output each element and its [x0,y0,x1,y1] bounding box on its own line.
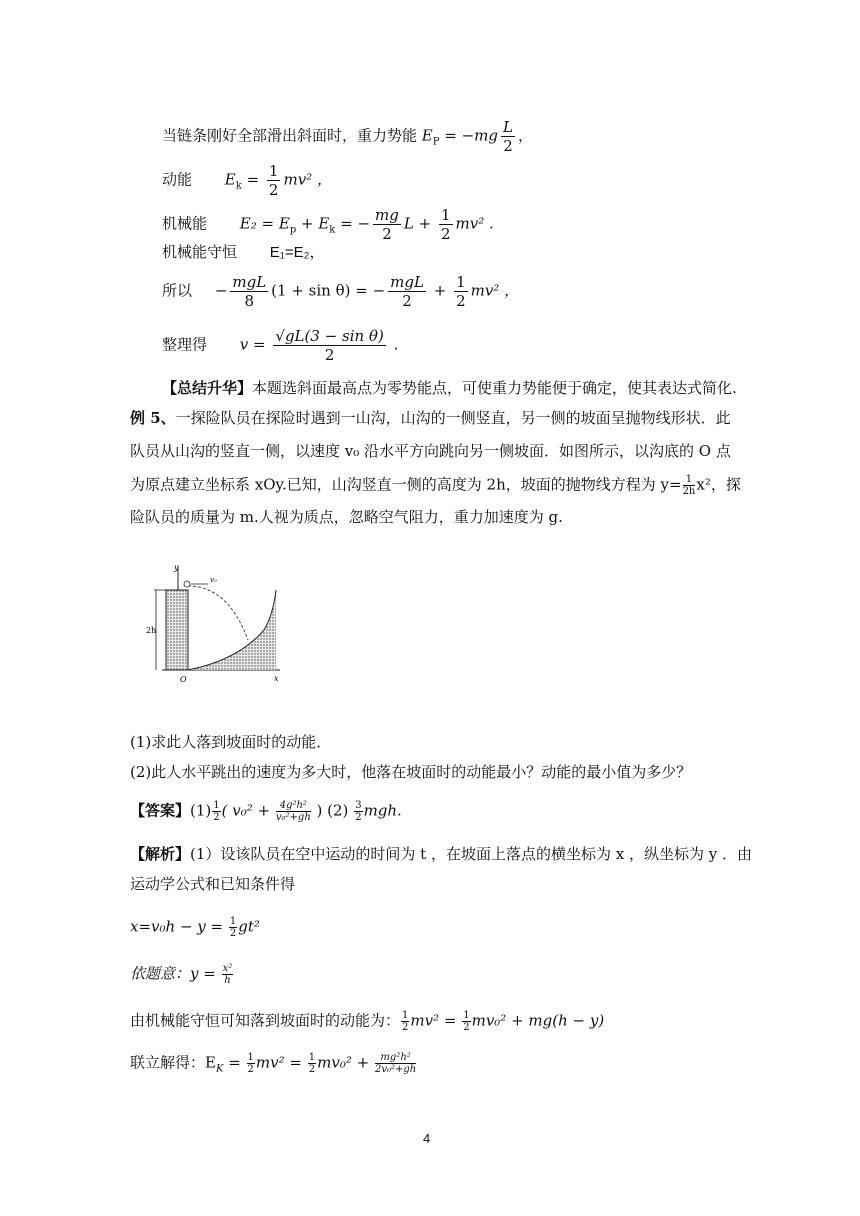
frac-num: 1 [308,1052,316,1063]
fraction [401,1010,409,1033]
text: (1）设该队员在空中运动的时间为 t ，在坡面上落点的横坐标为 x ，纵坐标为 y ．由 [190,845,752,863]
equation: E₁=E₂， [269,244,325,261]
fraction [222,963,234,986]
frac-num: 1 [247,1052,254,1063]
page-number: 4 [423,1131,431,1146]
equation-2 [130,963,234,986]
math: x=v₀h − y = [130,917,228,936]
math: mgh. [363,801,402,820]
example-5-line-1 [130,408,731,428]
frac-num: 1 [268,162,279,180]
frac-num: mg [375,206,399,224]
frac-den: 2 [503,137,513,155]
fraction [230,273,268,310]
frac-den: 2v₀²+gh [374,1064,417,1075]
text: (2) [322,801,354,820]
math: v = [239,335,271,354]
fraction [388,273,426,310]
frac-num: x² [222,963,233,974]
velocity-label: v₀ [210,576,217,584]
frac-num: 1 [683,474,696,486]
answer-tag: 【答案】 [130,801,191,820]
example-5-line-3 [130,474,741,497]
frac-den: 8 [244,292,255,310]
fraction [212,800,220,823]
text: 由机械能守恒可知落到坡面时的动能为： [130,1011,401,1030]
fraction [276,800,311,823]
frac-den: 2 [440,225,451,243]
text: 队员从山沟的竖直一侧，以速度 v₀ 沿水平方向跳向另一侧坡面．如图所示，以沟底的 O 点 [130,442,731,460]
tail: . [388,335,399,354]
equation-1 [130,916,260,939]
math: − [214,281,228,300]
line-mechanical-energy [162,206,494,243]
frac-num: mgL [232,273,267,291]
text: 当链条刚好全部滑出斜面时，重力势能 [162,126,418,145]
frac-num: 1 [463,1010,470,1021]
math-eq: = [241,170,264,189]
frac-num: 1 [213,800,220,811]
frac-den: 2 [382,225,392,243]
text: x²，探 [696,475,741,494]
fraction [267,162,281,199]
math: + [428,281,452,300]
math: mv² = [410,1011,462,1030]
frac-den: 2 [463,1022,470,1033]
label: 机械能守恒 [162,243,238,261]
fraction [375,1052,416,1075]
math: (1 + sin θ) = − [271,281,386,300]
fraction [308,1052,316,1075]
label: 机械能 [162,214,208,233]
line-conservation [162,242,324,263]
fraction [439,206,453,243]
math-eq: = −mg [439,126,498,145]
example-5-line-4 [130,507,563,527]
summary-tag: 【总结升华】 [162,379,253,397]
fraction [247,1052,255,1075]
frac-num: 3 [355,800,362,811]
text: 为原点建立坐标系 xOy.已知，山沟竖直一侧的高度为 2h，坡面的抛物线方程为 y= [130,475,682,494]
line-therefore [162,273,519,310]
fraction [373,206,401,243]
example-tag: 例 5、 [130,409,176,427]
sub: K [215,1063,224,1075]
math: + E [296,214,330,233]
line-kinetic-energy [162,162,332,199]
line-result [162,327,398,364]
frac-den: 2 [213,812,220,823]
math: mv₀² + [317,1053,374,1072]
frac-den: 2h [682,486,696,497]
question-2 [130,762,691,782]
fraction [354,800,362,823]
math: ( v₀² + [221,801,275,820]
trajectory [188,586,248,640]
text: 一探险队员在探险时遇到一山沟，山沟的一侧竖直，另一侧的坡面呈抛物线形状．此 [175,409,731,427]
ravine-figure [146,560,298,690]
frac-num: 1 [456,273,466,291]
frac-den: 2 [247,1064,254,1075]
frac-den: 2 [324,346,335,364]
frac-den: 2 [229,928,237,939]
math: ) [311,801,323,820]
origin-label: O [180,675,187,684]
height-label: 2h [146,626,157,635]
text: 险队员的质量为 m.人视为质点，忽略空气阻力，重力加速度为 g. [130,508,563,526]
math: gt² [238,917,260,936]
math: mv² = [255,1053,307,1072]
fraction [462,1010,470,1033]
tail: mv² . [455,214,494,233]
example-5-line-2 [130,441,731,461]
fraction [273,327,385,364]
frac-den: 2 [268,181,279,199]
frac-num: 1 [440,206,451,224]
math: E₂ = E [239,214,290,233]
frac-num: mg²h² [375,1052,416,1064]
label: 动能 [162,170,193,189]
vertical-wall [166,590,188,670]
frac-num: 1 [402,1010,409,1021]
summary-text: 本题选斜面最高点为零势能点，可使重力势能便于确定，使其表达式简化. [252,379,737,397]
text: 运动学公式和已知条件得 [130,875,296,893]
label: 所以 [162,281,193,300]
tail: ， [517,126,533,145]
x-axis-label: x [274,674,279,683]
frac-num: L [502,118,513,136]
slope-fill [188,590,276,670]
text: (2)此人水平跳出的速度为多大时，他落在坡面时的动能最小？动能的最小值为多少？ [130,763,692,781]
label: 整理得 [162,335,208,354]
sub: P [432,136,440,148]
fraction [501,118,515,155]
frac-num: 4g²h² [276,800,311,812]
frac-den: 2 [402,292,412,310]
tail: mv² ， [470,281,520,300]
fraction [229,916,237,939]
frac-num: √gL(3 − sin θ) [275,327,384,345]
frac-num: mgL [390,273,424,291]
frac-num: 1 [229,916,237,927]
math: 依题意：y = [130,964,221,983]
frac-den: v₀²+gh [275,812,311,823]
ravine-diagram [146,560,298,690]
summary-line [162,378,737,398]
solution-line-1 [130,844,752,864]
text: (1)求此人落到坡面时的动能． [130,733,332,751]
question-1 [130,732,331,752]
explorer-point [184,581,190,587]
sub: k [329,224,336,236]
equation-3 [130,1010,604,1033]
frac-den: 2 [456,292,466,310]
tail: mv² ， [283,170,332,189]
math-eq: = − [335,214,371,233]
answer-line [130,800,402,823]
sub: p [289,224,297,236]
frac-den: h [224,975,231,986]
y-axis-label: y [174,563,179,572]
frac-den: 2 [308,1064,316,1075]
fraction [454,273,468,310]
frac-den: 2 [355,812,362,823]
fraction [683,474,696,497]
equation-4 [130,1052,417,1080]
sub: k [235,180,242,192]
text: (1) [190,801,212,820]
math: mv₀² + mg(h − y) [471,1011,605,1030]
frac-den: 2 [402,1022,409,1033]
math: L + [403,214,436,233]
line-potential-energy [162,118,533,155]
math-E: E [224,170,236,189]
math: = [223,1053,246,1072]
math-E: E [421,126,433,145]
solution-tag: 【解析】 [130,845,191,863]
text: 联立解得：E [130,1053,216,1072]
solution-line-2 [130,874,295,894]
